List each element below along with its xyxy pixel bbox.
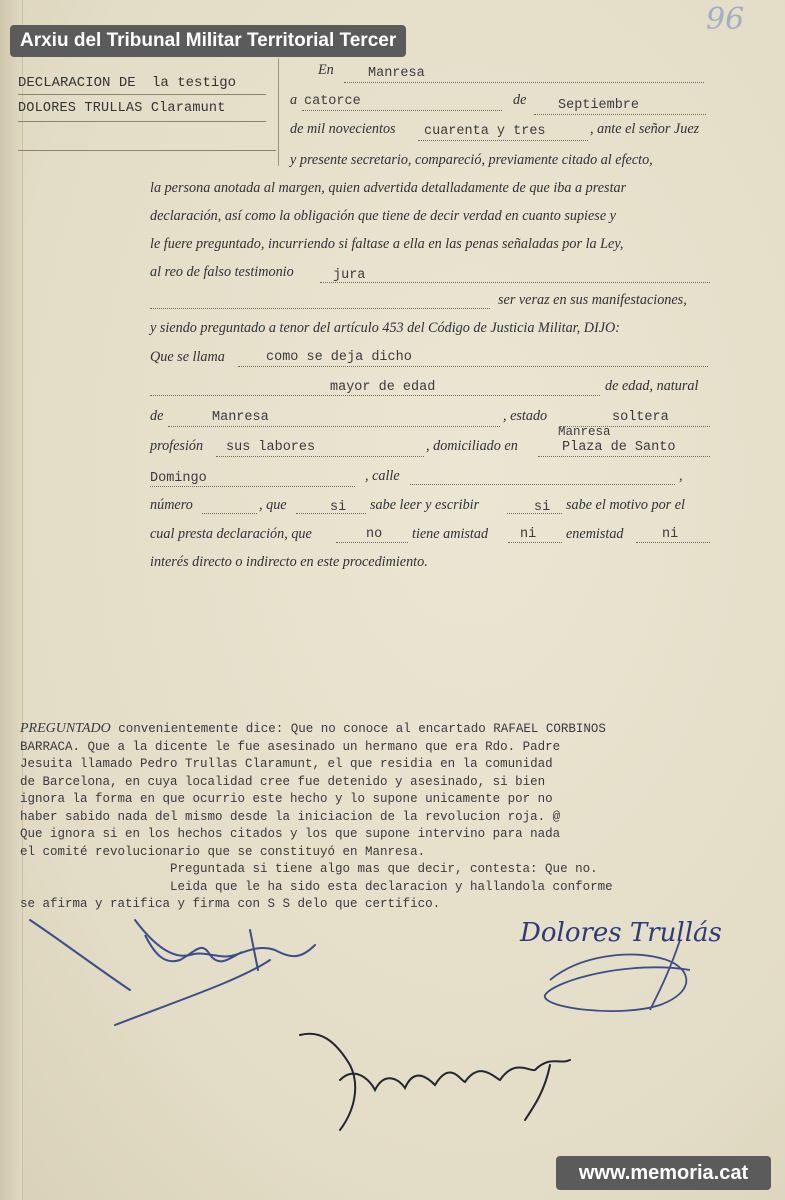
form-line-10: y siendo preguntado a tenor del artículo 453 del Código de Justicia Militar, DIJO: (150, 320, 620, 336)
form-de: de (513, 92, 527, 108)
testimony-line: de Barcelona, en cuya localidad cree fue detenido y asesinado, si bien (20, 774, 546, 789)
testimony-line: Que ignora si en los hechos citados y los que supone intervino para nada (20, 827, 561, 841)
amistad-label: tiene amistad (412, 526, 489, 542)
birthplace-line (168, 426, 500, 427)
header-rule-3 (18, 150, 276, 151)
profesion-label: profesión (150, 438, 204, 454)
form-en: En (318, 62, 334, 78)
birthplace-value: Manresa (212, 410, 269, 425)
day-line (302, 110, 502, 111)
header-rule-2 (18, 121, 266, 122)
place-line (344, 82, 704, 83)
calle-line (410, 484, 675, 485)
declaration-label (18, 75, 236, 91)
leer-answer: si (330, 500, 347, 515)
que-label: , que (259, 497, 287, 513)
leer-label: sabe leer y escribir (370, 497, 480, 513)
form-a: a (290, 92, 298, 108)
form-line-6: declaración, así como la obligación que tiene de decir verdad en cuanto supiese y (150, 208, 616, 224)
motivo-answer: si (534, 500, 551, 515)
address-line-1 (538, 456, 710, 457)
motivo-label: sabe el motivo por el (566, 497, 685, 513)
oath-line (320, 282, 710, 283)
folio-number: 96 (706, 2, 745, 37)
leer-line (296, 513, 366, 514)
testimony-line: Preguntada si tiene algo mas que decir, contesta: Que no. (170, 862, 598, 876)
site-watermark: www.memoria.cat (556, 1156, 771, 1190)
address-line-2 (150, 486, 355, 487)
witness-name: DOLORES TRULLAS Claramunt (18, 101, 226, 116)
form-after-year: , ante el señor Juez (590, 121, 700, 137)
cual-presta-line: cual presta declaración, que (150, 526, 312, 542)
motivo-line (507, 513, 562, 514)
month-value: Septiembre (558, 98, 640, 113)
domiciliado-label: , domiciliado en (426, 438, 518, 454)
testimony-line: PREGUNTADO convenientemente dice: Que no conoce al encartado RAFAEL CORBINOS (20, 721, 606, 736)
enemistad-answer: ni (520, 527, 537, 542)
enemistad-label: enemistad (566, 526, 624, 542)
form-line-9: ser veraz en sus manifestaciones, (498, 292, 687, 308)
natural-de-label: de (150, 408, 164, 424)
declaration-role: la testigo (152, 75, 237, 91)
name-line (238, 366, 708, 367)
oath-value: jura (333, 268, 366, 283)
form-line-4: y presente secretario, compareció, previamente citado al efecto, (290, 152, 653, 168)
form-line-8: al reo de falso testimonio (150, 264, 294, 280)
profesion-line (216, 456, 424, 457)
form-line-5: la persona anotada al margen, quien advertida detalladamente de que iba a prestar (150, 180, 627, 196)
testimony-line: Jesuita llamado Pedro Trullas Claramunt, el que residia en la comunidad (20, 757, 553, 771)
profesion-value: sus labores (226, 440, 316, 455)
form-line-7: le fuere preguntado, incurriendo si faltase a ella en las penas señaladas por la Ley, (150, 236, 624, 252)
day-value: catorce (304, 94, 361, 109)
margin-divider (278, 58, 279, 166)
calle-comma: , (679, 468, 683, 484)
interes-answer: ni (662, 527, 679, 542)
residence-town: Manresa (558, 425, 611, 439)
enemistad-line (508, 542, 562, 543)
oath-line-2 (150, 308, 490, 309)
header-rule-1 (18, 94, 266, 95)
testimony-line: Leida que le ha sido esta declaracion y hallandola conforme (170, 879, 613, 894)
form-year-prefix: de mil novecientos (290, 121, 396, 137)
calle-label: , calle (365, 468, 400, 484)
place-value: Manresa (368, 66, 425, 81)
age-label: de edad, natural (605, 378, 699, 394)
interes-line (636, 542, 710, 543)
address-value-1: Plaza de Santo (562, 440, 676, 455)
interes-line-text: interés directo o indirecto en este procedimiento. (150, 554, 428, 570)
year-line (418, 140, 588, 141)
declaration-prefix: DECLARACION DE (18, 75, 136, 91)
age-line (150, 395, 600, 396)
testimony-line: ignora la forma en que ocurrio este hecho y lo supone unicamente por no (20, 792, 553, 806)
name-value: como se deja dicho (266, 350, 412, 365)
se-llama-label: Que se llama (150, 349, 225, 365)
numero-line (202, 513, 257, 514)
estado-label: , estado (503, 408, 548, 424)
archive-watermark: Arxiu del Tribunal Militar Territorial Tercer (10, 25, 406, 57)
testimony-body (20, 720, 780, 914)
amistad-line (336, 542, 408, 543)
preguntado-label: PREGUNTADO (20, 721, 111, 736)
witness-signature-text: Dolores Trullás (520, 918, 722, 948)
testimony-line: haber sabido nada del mismo desde la iniciacion de la revolucion roja. @ (20, 809, 561, 824)
month-line (534, 114, 706, 115)
address-value-2: Domingo (150, 471, 207, 486)
testimony-line: se afirma y ratifica y firma con S S delo que certifico. (20, 897, 441, 911)
secretary-signature (280, 1010, 610, 1160)
age-value: mayor de edad (330, 380, 436, 395)
numero-label: número (150, 497, 193, 513)
year-value: cuarenta y tres (424, 124, 546, 139)
estado-value: soltera (612, 410, 669, 425)
testimony-line: el comité revolucionario que se constituyó en Manresa. (20, 844, 426, 859)
testimony-line: BARRACA. Que a la dicente le fue asesinado un hermano que era Rdo. Padre (20, 739, 561, 754)
amistad-answer: no (366, 527, 383, 542)
